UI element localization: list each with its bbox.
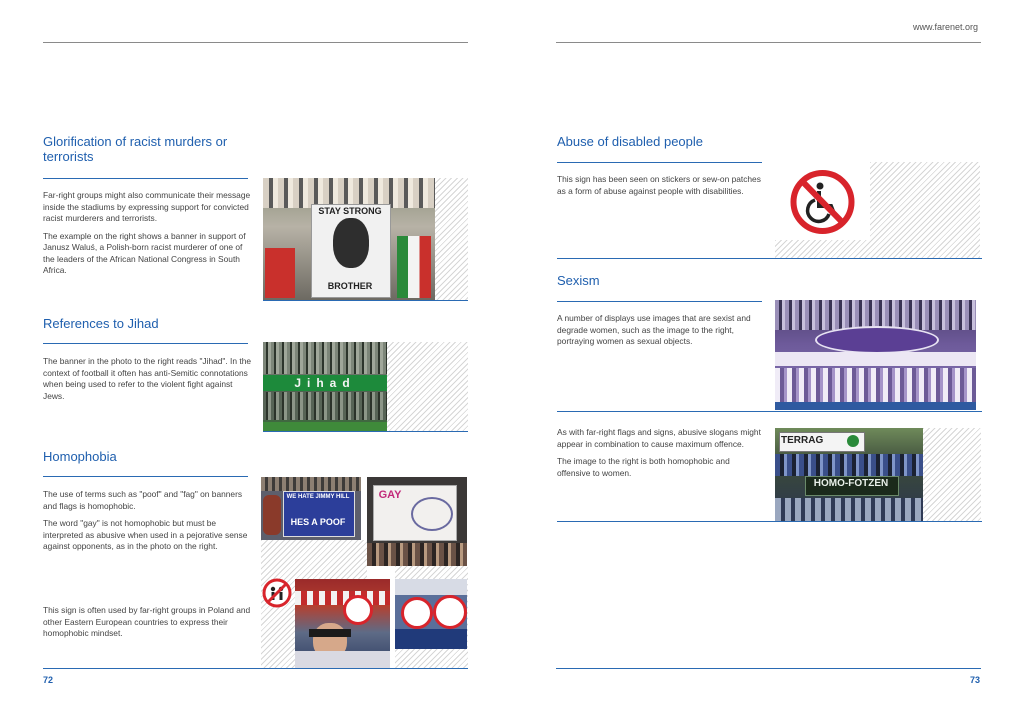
banner-text-stay-strong: STAY STRONG (318, 206, 382, 216)
banner-text-brother: BROTHER (327, 281, 373, 291)
no-gay-sign-icon (261, 577, 293, 609)
paragraph: A number of displays use images that are sexist and degrade women, such as the image to the right, portraying women as sexual objects. (557, 313, 751, 346)
hatch-pattern (387, 342, 468, 431)
section-title-glorification: Glorification of racist murders or terrorists (43, 134, 228, 164)
section-body-homophobia (43, 489, 251, 559)
paragraph: This sign has been seen on stickers or sew-on patches as a form of abuse against people with disabilities. (557, 174, 761, 196)
section-title-disabled: Abuse of disabled people (557, 134, 704, 149)
banner-text-gay: GAY (378, 489, 402, 501)
hatch-pattern (434, 178, 468, 300)
paragraph: The image to the right is both homophobic and offensive to women. (557, 456, 730, 478)
photo-sticker-signs (395, 579, 467, 649)
banner-text-homo-fotzen: HOMO-FOTZEN (813, 478, 889, 489)
banner-text-hes-a-poof: HES A POOF (290, 517, 346, 527)
bottom-rule-right (556, 668, 981, 669)
section-title-jihad: References to Jihad (43, 316, 159, 331)
paragraph: The word "gay" is not homophobic but must be interpreted as abusive when used in a pejorative sense against opponents, as in the photo on the right. (43, 518, 248, 551)
hatch-pattern (923, 428, 981, 521)
title-underline (43, 343, 248, 344)
section-divider (263, 431, 468, 432)
banner-text-terrag: TERRAG (781, 435, 824, 446)
section-title-sexism: Sexism (557, 273, 600, 288)
banner-text-we-hate: WE HATE JIMMY HILL (286, 494, 350, 500)
title-underline (43, 178, 248, 179)
paragraph: As with far-right flags and signs, abusive slogans might appear in combination to cause maximum offence. (557, 427, 761, 449)
paragraph: Far-right groups might also communicate their message inside the stadiums by expressing support for convicted racist murderers and terrorists. (43, 190, 251, 223)
section-body-jihad (43, 356, 251, 408)
section-divider (557, 411, 982, 412)
section-body-sexism (557, 313, 765, 354)
top-rule-right (556, 42, 981, 43)
top-rule-left (43, 42, 468, 43)
section-body-glorification (43, 190, 251, 283)
title-underline (557, 301, 762, 302)
page-number-left: 72 (43, 675, 54, 685)
page-number-right: 73 (969, 675, 980, 685)
banner-text-jihad: Jihad (294, 376, 356, 390)
section-body-disabled (557, 174, 765, 203)
paragraph: The banner in the photo to the right reads "Jihad". In the context of football it often has anti-Semitic connotations when being used to refer to the violent fight against Jews. (43, 356, 252, 401)
section-divider (557, 258, 982, 259)
hatch-pattern (870, 162, 980, 258)
hatch-pattern (775, 240, 870, 258)
section-body-sexism-second (557, 427, 765, 485)
paragraph: The example on the right shows a banner in support of Janusz Waluś, a Polish-born racist murderer of one of the leaders of the African National Congress in South Africa. (43, 230, 246, 275)
section-divider (263, 300, 468, 301)
paragraph: This sign is often used by far-right groups in Poland and other Eastern European countries to express their homophobic mindset. (43, 605, 251, 638)
photo-jihad-banner (263, 342, 387, 431)
paragraph: The use of terms such as "poof" and "fag" on banners and flags is homophobic. (43, 489, 243, 511)
no-wheelchair-sign-icon (785, 166, 860, 238)
section-title-homophobia: Homophobia (43, 449, 117, 464)
section-divider (557, 521, 982, 522)
no-disabled-sign (785, 166, 860, 238)
photo-gay-banner (367, 477, 467, 566)
photo-no-gay-sign-small (261, 577, 293, 609)
photo-we-hate-jimmy-hill (261, 477, 361, 540)
photo-fan-with-sign (295, 579, 390, 668)
photo-homo-fotzen-banner (775, 428, 923, 521)
photo-sexism-display (775, 300, 976, 410)
section-body-homophobia-sign (43, 605, 251, 646)
bottom-rule-left (43, 668, 468, 669)
site-url: www.farenet.org (912, 22, 978, 32)
title-underline (557, 162, 762, 163)
title-underline (43, 476, 248, 477)
photo-stay-strong-banner (263, 178, 435, 300)
